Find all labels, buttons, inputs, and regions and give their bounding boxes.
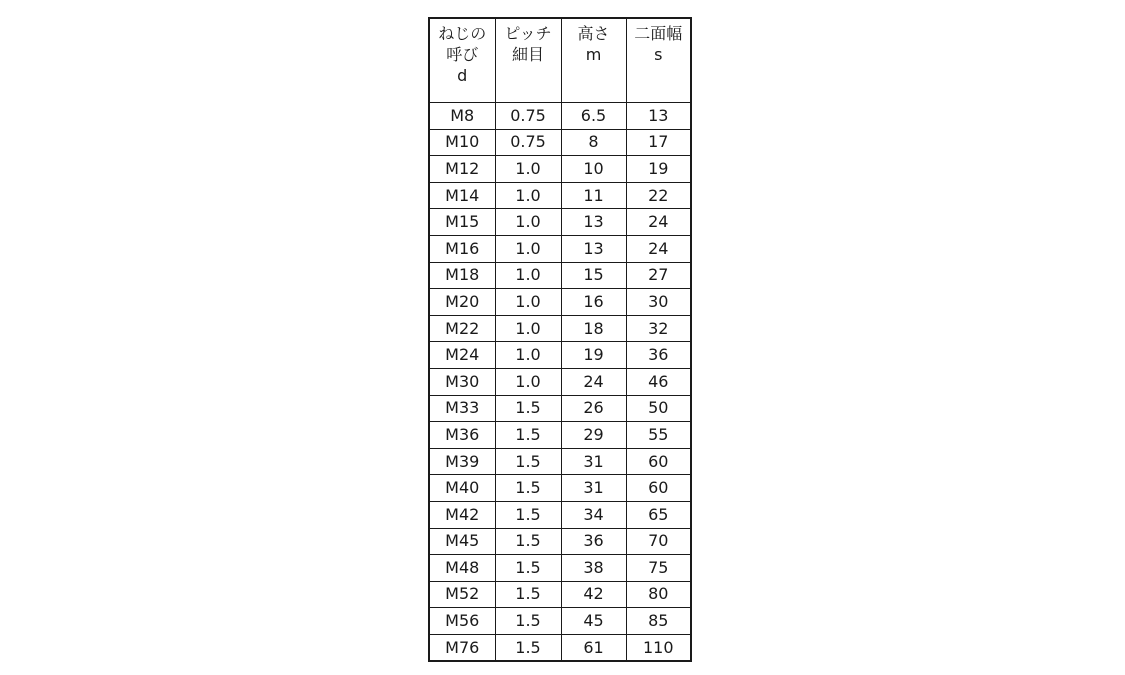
cell-thread-size: M45 <box>429 528 495 555</box>
header-width-across-flats <box>626 18 691 103</box>
cell-thread-size: M76 <box>429 634 495 661</box>
cell-fine-pitch: 1.5 <box>495 555 561 582</box>
cell-height: 13 <box>561 235 626 262</box>
cell-fine-pitch: 1.0 <box>495 289 561 316</box>
cell-fine-pitch: 0.75 <box>495 129 561 156</box>
header-fine-pitch <box>495 18 561 103</box>
cell-width-across-flats: 60 <box>626 475 691 502</box>
cell-fine-pitch: 1.5 <box>495 448 561 475</box>
cell-width-across-flats: 46 <box>626 368 691 395</box>
cell-thread-size: M48 <box>429 555 495 582</box>
cell-thread-size: M39 <box>429 448 495 475</box>
cell-height: 42 <box>561 581 626 608</box>
cell-height: 18 <box>561 315 626 342</box>
cell-width-across-flats: 24 <box>626 209 691 236</box>
cell-height: 26 <box>561 395 626 422</box>
cell-fine-pitch: 1.0 <box>495 156 561 183</box>
cell-fine-pitch: 0.75 <box>495 103 561 130</box>
cell-fine-pitch: 1.0 <box>495 315 561 342</box>
header-line: 呼び <box>446 45 479 64</box>
cell-fine-pitch: 1.0 <box>495 342 561 369</box>
cell-width-across-flats: 19 <box>626 156 691 183</box>
cell-height: 34 <box>561 501 626 528</box>
cell-thread-size: M52 <box>429 581 495 608</box>
cell-fine-pitch: 1.5 <box>495 501 561 528</box>
cell-width-across-flats: 24 <box>626 235 691 262</box>
table-row <box>429 501 691 528</box>
header-line: 二面幅 <box>634 24 683 43</box>
table-body <box>429 103 691 662</box>
table-row <box>429 475 691 502</box>
header-line: ねじの <box>438 24 487 43</box>
cell-height: 16 <box>561 289 626 316</box>
cell-height: 10 <box>561 156 626 183</box>
cell-thread-size: M30 <box>429 368 495 395</box>
table-row <box>429 555 691 582</box>
cell-height: 36 <box>561 528 626 555</box>
cell-fine-pitch: 1.0 <box>495 262 561 289</box>
cell-width-across-flats: 80 <box>626 581 691 608</box>
cell-thread-size: M33 <box>429 395 495 422</box>
table-row <box>429 448 691 475</box>
table-row <box>429 368 691 395</box>
cell-fine-pitch: 1.5 <box>495 608 561 635</box>
cell-thread-size: M12 <box>429 156 495 183</box>
cell-fine-pitch: 1.5 <box>495 422 561 449</box>
cell-width-across-flats: 65 <box>626 501 691 528</box>
cell-height: 8 <box>561 129 626 156</box>
cell-fine-pitch: 1.0 <box>495 368 561 395</box>
cell-fine-pitch: 1.0 <box>495 209 561 236</box>
header-height <box>561 18 626 103</box>
header-line: ピッチ <box>504 24 552 43</box>
cell-height: 15 <box>561 262 626 289</box>
cell-thread-size: M16 <box>429 235 495 262</box>
cell-thread-size: M10 <box>429 129 495 156</box>
cell-fine-pitch: 1.5 <box>495 395 561 422</box>
table-row <box>429 103 691 130</box>
cell-height: 19 <box>561 342 626 369</box>
cell-fine-pitch: 1.5 <box>495 528 561 555</box>
cell-height: 61 <box>561 634 626 661</box>
cell-height: 45 <box>561 608 626 635</box>
table-row <box>429 422 691 449</box>
cell-width-across-flats: 70 <box>626 528 691 555</box>
cell-fine-pitch: 1.5 <box>495 475 561 502</box>
table-row <box>429 262 691 289</box>
table-row <box>429 182 691 209</box>
table-row <box>429 342 691 369</box>
cell-height: 11 <box>561 182 626 209</box>
header-thread-size <box>429 18 495 103</box>
cell-thread-size: M40 <box>429 475 495 502</box>
cell-height: 31 <box>561 448 626 475</box>
table-header-row <box>429 18 691 103</box>
header-line: 細目 <box>511 45 544 64</box>
cell-thread-size: M42 <box>429 501 495 528</box>
cell-height: 13 <box>561 209 626 236</box>
cell-fine-pitch: 1.5 <box>495 581 561 608</box>
header-line: 高さ <box>577 24 610 43</box>
cell-height: 38 <box>561 555 626 582</box>
table-row <box>429 235 691 262</box>
cell-thread-size: M8 <box>429 103 495 130</box>
cell-width-across-flats: 27 <box>626 262 691 289</box>
table-row <box>429 315 691 342</box>
cell-height: 31 <box>561 475 626 502</box>
nut-dimension-table <box>428 17 692 662</box>
cell-width-across-flats: 13 <box>626 103 691 130</box>
cell-fine-pitch: 1.5 <box>495 634 561 661</box>
table-row <box>429 129 691 156</box>
cell-width-across-flats: 55 <box>626 422 691 449</box>
cell-height: 6.5 <box>561 103 626 130</box>
cell-thread-size: M56 <box>429 608 495 635</box>
cell-width-across-flats: 75 <box>626 555 691 582</box>
cell-fine-pitch: 1.0 <box>495 182 561 209</box>
cell-width-across-flats: 32 <box>626 315 691 342</box>
cell-width-across-flats: 22 <box>626 182 691 209</box>
table-row <box>429 156 691 183</box>
table-row <box>429 608 691 635</box>
table-row <box>429 528 691 555</box>
cell-thread-size: M18 <box>429 262 495 289</box>
cell-height: 29 <box>561 422 626 449</box>
cell-width-across-flats: 85 <box>626 608 691 635</box>
cell-width-across-flats: 60 <box>626 448 691 475</box>
cell-fine-pitch: 1.0 <box>495 235 561 262</box>
cell-thread-size: M20 <box>429 289 495 316</box>
header-line: s <box>654 45 663 64</box>
cell-width-across-flats: 17 <box>626 129 691 156</box>
table-row <box>429 581 691 608</box>
cell-width-across-flats: 36 <box>626 342 691 369</box>
header-line: d <box>457 66 468 85</box>
table-row <box>429 209 691 236</box>
cell-height: 24 <box>561 368 626 395</box>
header-line: m <box>585 45 602 64</box>
cell-width-across-flats: 50 <box>626 395 691 422</box>
cell-width-across-flats: 110 <box>626 634 691 661</box>
cell-thread-size: M14 <box>429 182 495 209</box>
cell-thread-size: M15 <box>429 209 495 236</box>
table-row <box>429 634 691 661</box>
cell-thread-size: M22 <box>429 315 495 342</box>
cell-thread-size: M24 <box>429 342 495 369</box>
table-row <box>429 395 691 422</box>
cell-thread-size: M36 <box>429 422 495 449</box>
table-row <box>429 289 691 316</box>
cell-width-across-flats: 30 <box>626 289 691 316</box>
